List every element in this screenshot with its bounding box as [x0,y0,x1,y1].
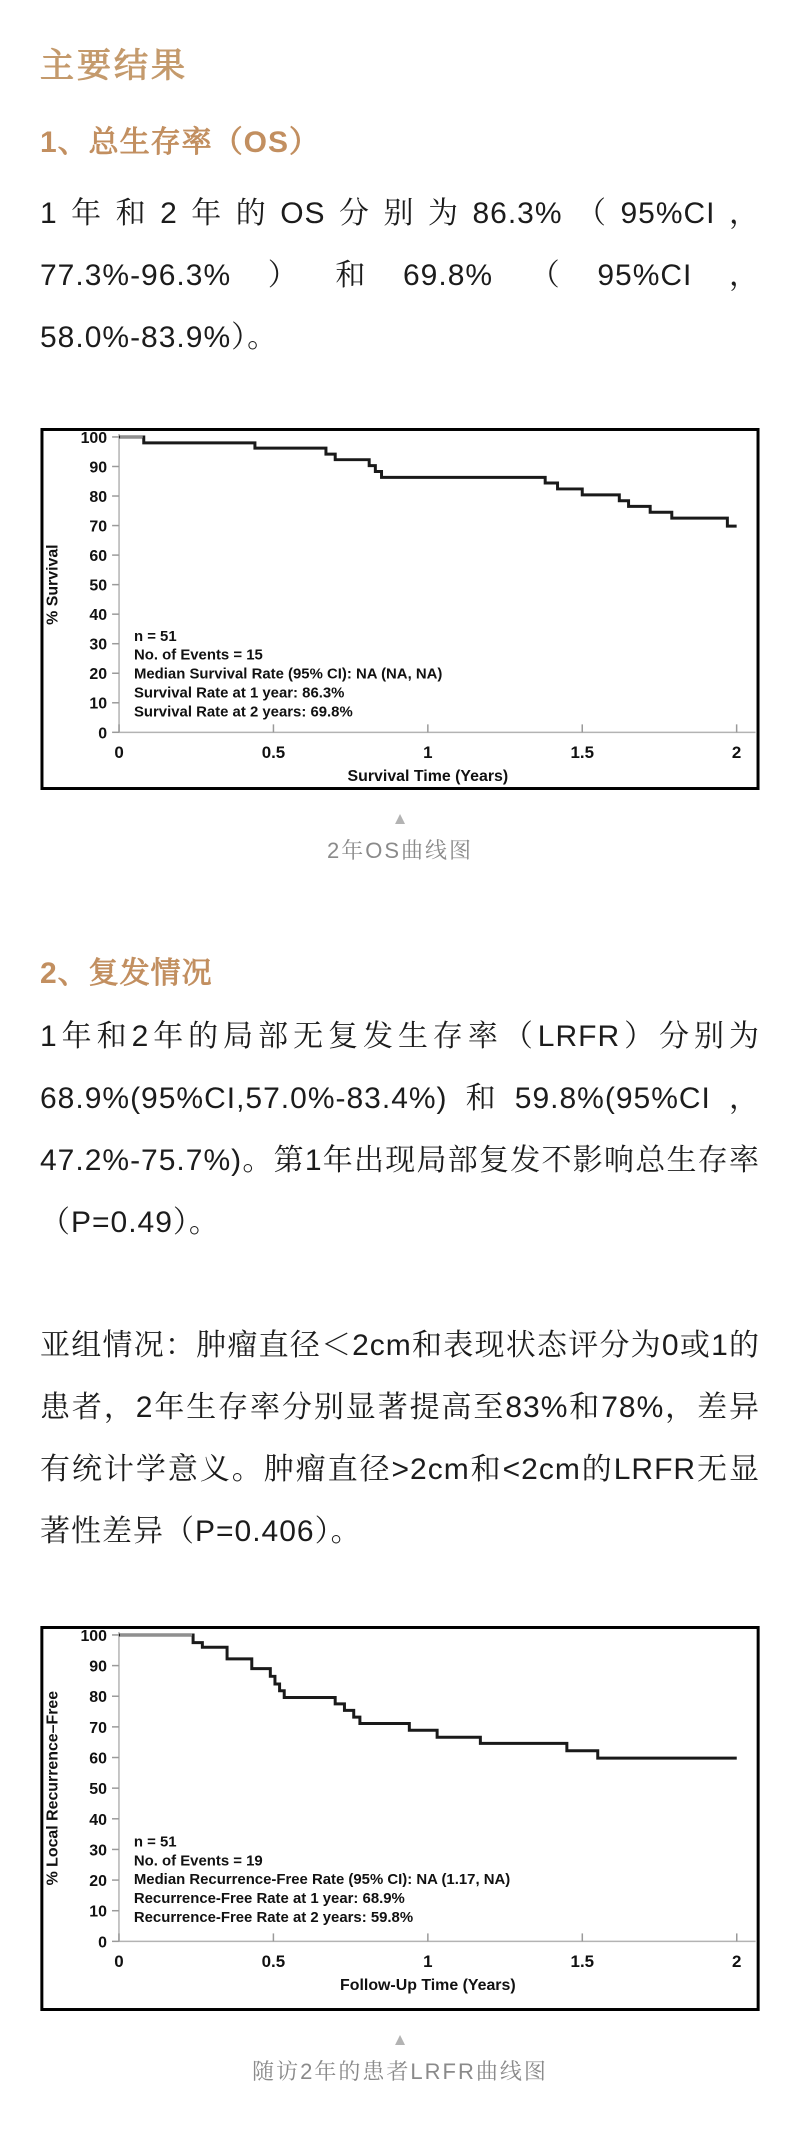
svg-text:Follow-Up Time (Years): Follow-Up Time (Years) [340,1977,516,1995]
figure-pointer-icon: ▲ [391,809,409,828]
os-figure-caption: 2年OS曲线图 [326,838,474,863]
svg-text:2: 2 [731,743,742,763]
svg-text:% Local Recurrence–Free: % Local Recurrence–Free [44,1690,62,1886]
svg-text:0: 0 [114,1952,124,1972]
svg-text:Median Recurrence-Free Rate (9: Median Recurrence-Free Rate (95% CI): NA (1.17, NA) [133,1871,511,1889]
section-2-paragraph-1: 1年和2年的局部无复发生存率（LRFR）分别为68.9%(95%CI,57.0%-83.4%)和59.8%(95%CI， 47.2%-75.7%)。第1年出现局部复发不影响总生存率（P=0.49）。 [40,1020,760,1239]
svg-text:0: 0 [98,725,108,743]
svg-text:No. of Events = 15: No. of Events = 15 [133,647,263,664]
section-2-heading: 2、复发情况 [40,957,213,990]
svg-text:70: 70 [89,1719,108,1737]
figure-pointer-icon: ▲ [391,2030,409,2049]
os-km-chart [40,428,760,790]
svg-text:10: 10 [89,695,108,713]
svg-text:% Survival: % Survival [44,544,62,625]
svg-text:No. of Events = 19: No. of Events = 19 [133,1852,263,1870]
svg-text:1.5: 1.5 [570,743,594,763]
svg-text:20: 20 [89,666,108,684]
svg-text:40: 40 [89,1811,108,1829]
os-chart-figure [40,428,760,790]
svg-text:100: 100 [80,429,108,447]
section-1-paragraph: 1年和2年的OS分别为86.3%（95%CI，77.3%-96.3%）和69.8%（95%CI，58.0%-83.9%）。 [40,197,760,354]
svg-text:0: 0 [114,743,124,763]
svg-text:50: 50 [89,577,108,595]
svg-text:60: 60 [89,548,108,566]
svg-text:100: 100 [80,1627,108,1645]
svg-text:30: 30 [89,636,108,654]
svg-text:0: 0 [98,1934,108,1952]
svg-text:Survival Rate at 1 year: 86.3%: Survival Rate at 1 year: 86.3% [133,685,345,702]
svg-text:n = 51: n = 51 [133,1833,177,1851]
section-1-heading: 1、总生存率（OS） [40,126,321,159]
svg-text:0.5: 0.5 [261,743,286,763]
svg-text:40: 40 [89,607,108,625]
svg-text:20: 20 [89,1873,108,1891]
svg-text:1: 1 [423,743,433,763]
svg-text:50: 50 [89,1781,108,1799]
svg-text:1.5: 1.5 [570,1952,595,1972]
lrfr-figure-caption: 随访2年的患者LRFR曲线图 [252,2059,548,2084]
svg-text:1: 1 [423,1952,433,1972]
page-title: 主要结果 [40,46,188,86]
svg-text:Survival Time (Years): Survival Time (Years) [347,768,509,786]
lrfr-chart-figure [40,1626,760,2011]
svg-text:2: 2 [732,1952,742,1972]
svg-text:80: 80 [89,1689,108,1707]
svg-text:Survival Rate at 2 years: 69.8: Survival Rate at 2 years: 69.8% [133,704,353,721]
article-body [0,45,800,2131]
svg-text:Median Survival Rate (95% CI):: Median Survival Rate (95% CI): NA (NA, NA) [133,666,443,683]
svg-text:n = 51: n = 51 [133,628,177,645]
svg-text:60: 60 [89,1750,108,1768]
svg-text:90: 90 [89,459,108,477]
lrfr-km-chart [40,1626,760,2011]
svg-text:Recurrence-Free Rate at 2 year: Recurrence-Free Rate at 2 years: 59.8% [133,1908,414,1926]
svg-text:30: 30 [89,1842,108,1860]
svg-text:10: 10 [89,1903,108,1921]
section-2-paragraph-2: 亚组情况：肿瘤直径＜2cm和表现状态评分为0或1的患者，2年生存率分别显著提高至83%和78%，差异有统计学意义。肿瘤直径>2cm和<2cm的LRFR无显著性差异（P=0.406）。 [40,1329,760,1548]
svg-text:90: 90 [89,1658,108,1676]
svg-text:Recurrence-Free Rate at 1 year: Recurrence-Free Rate at 1 year: 68.9% [133,1890,405,1908]
svg-text:80: 80 [89,488,108,506]
svg-text:70: 70 [89,518,108,536]
svg-text:0.5: 0.5 [261,1952,286,1972]
